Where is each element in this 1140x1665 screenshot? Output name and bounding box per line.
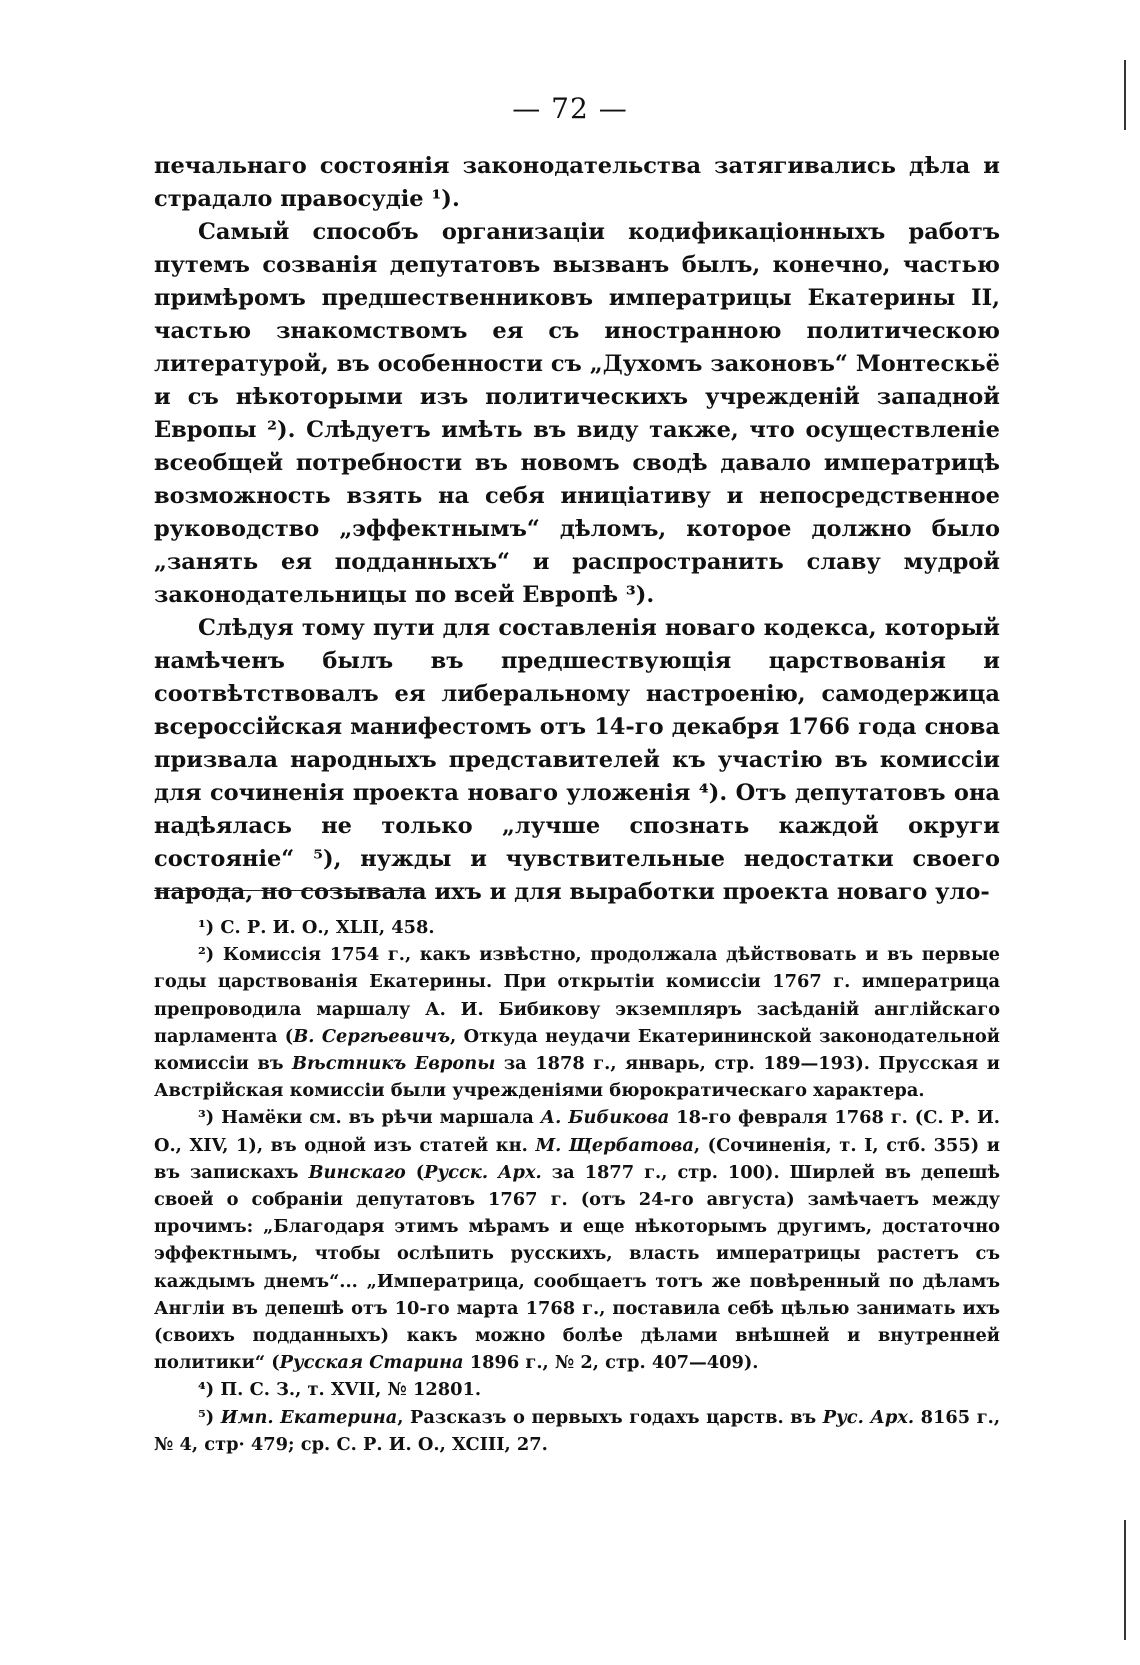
footnote-5: ⁵) Имп. Екатерина, Разсказъ о первыхъ годахъ царств. въ Рус. Арх. 8165 г., № 4, стр· 479; ср. С. Р. И. О., XCIII, 27. bbox=[154, 1406, 1001, 1455]
footnote-2: ²) Комиссія 1754 г., какъ извѣстно, продолжала дѣйствовать и въ первые годы царствованія Екатерины. При открытіи комиссіи 1767 г. императрица препроводила маршалу А. И. Бибикову экземпляръ засѣданій англійскаго парламента (В. Сергѣевичъ, Откуда неудачи Екатерининской законодательной комиссіи въ Вѣстникъ Европы за 1878 г., январь, стр. 189—193). Прусская и Австрійская комиссіи были учрежденіями бюрократическаго характера. bbox=[154, 944, 1000, 1102]
citation-journal: Рус. Арх. bbox=[822, 1406, 915, 1428]
citation-journal: Русск. Арх. bbox=[424, 1161, 542, 1183]
citation-journal: Вѣстникъ Европы bbox=[292, 1053, 496, 1075]
paragraph-continuation: печальнаго состоянія законодательства затягивались дѣла и страдало правосудіе ¹). bbox=[154, 153, 1000, 212]
footnotes bbox=[154, 914, 1000, 1458]
scan-edge-mark bbox=[1124, 60, 1126, 130]
paragraph: Самый способъ организаціи кодификаціонныхъ работъ путемъ созванія депутатовъ вызванъ былъ, конечно, частью примѣромъ предшественниковъ императрицы Екатерины II, частью знакомствомъ ея съ иностранною политическою литературой, въ особенности съ „Духомъ законовъ“ Монтескьё и съ нѣкоторыми изъ политическихъ учрежденій западной Европы ²). Слѣдуетъ имѣть въ виду также, что осуществленіе всеобщей потребности въ новомъ сводѣ давало императрицѣ возможность взять на себя иниціативу и непосредственное руководство „эффектнымъ“ дѣломъ, которое должно было „занять ея подданныхъ“ и распространить славу мудрой законодательницы по всей Европѣ ³). bbox=[154, 219, 1000, 608]
footnote-3: ³) Намёки см. въ рѣчи маршала А. Бибикова 18-го февраля 1768 г. (С. Р. И. О., XIV, 1), въ одной изъ статей кн. М. Щербатова, (Сочиненія, т. I, стб. 355) и въ запискахъ Винскаго (Русск. Арх. за 1877 г., стр. 100). Ширлей въ депешѣ своей о собраніи депутатовъ 1767 г. (отъ 24-го августа) замѣчаетъ между прочимъ: „Благодаря этимъ мѣрамъ и еще нѣкоторымъ другимъ, достаточно эффектнымъ, чтобы ослѣпить русскихъ, власть императрицы растетъ съ каждымъ днемъ“... „Императрица, сообщаетъ тотъ же повѣренный по дѣламъ Англіи въ депешѣ отъ 10-го марта 1768 г., поставила себѣ цѣлью занимать ихъ (своихъ подданныхъ) какъ можно болѣе дѣлами внѣшней и внутренней политики“ (Русская Старина 1896 г., № 2, стр. 407—409). bbox=[154, 1107, 1000, 1374]
page-number: — 72 — bbox=[512, 92, 628, 125]
scan-edge-mark bbox=[1124, 1520, 1126, 1640]
citation-journal: Русская Старина bbox=[279, 1352, 464, 1374]
paragraph: Слѣдуя тому пути для составленія новаго кодекса, который намѣченъ былъ въ предшествующія царствованія и соотвѣтствовалъ ея либеральному настроенію, самодержица всероссійская манифестомъ отъ 14-го декабря 1766 года снова призвала народныхъ представителей къ участію въ комиссіи для сочиненія проекта новаго уложенія ⁴). Отъ депутатовъ она надѣялась не только „лучше спознать каждой округи состояніе“ ⁵), нужды и чувствительные недостатки своего народа, но созывала ихъ и для выработки проекта новаго уло- bbox=[154, 615, 1000, 905]
footnote-4: ⁴) П. С. З., т. XVII, № 12801. bbox=[198, 1379, 482, 1401]
citation-author: А. Бибикова bbox=[540, 1107, 670, 1129]
citation-author: Винскаго bbox=[308, 1161, 406, 1183]
citation-author: Имп. Екатерина bbox=[220, 1406, 398, 1428]
main-text bbox=[154, 150, 1000, 909]
footnote-1: ¹) С. Р. И. О., XLII, 458. bbox=[198, 917, 435, 938]
citation-author: В. Сергѣевичъ bbox=[293, 1025, 450, 1047]
footnote-separator bbox=[154, 890, 420, 891]
citation-author: М. Щербатова bbox=[535, 1134, 694, 1156]
